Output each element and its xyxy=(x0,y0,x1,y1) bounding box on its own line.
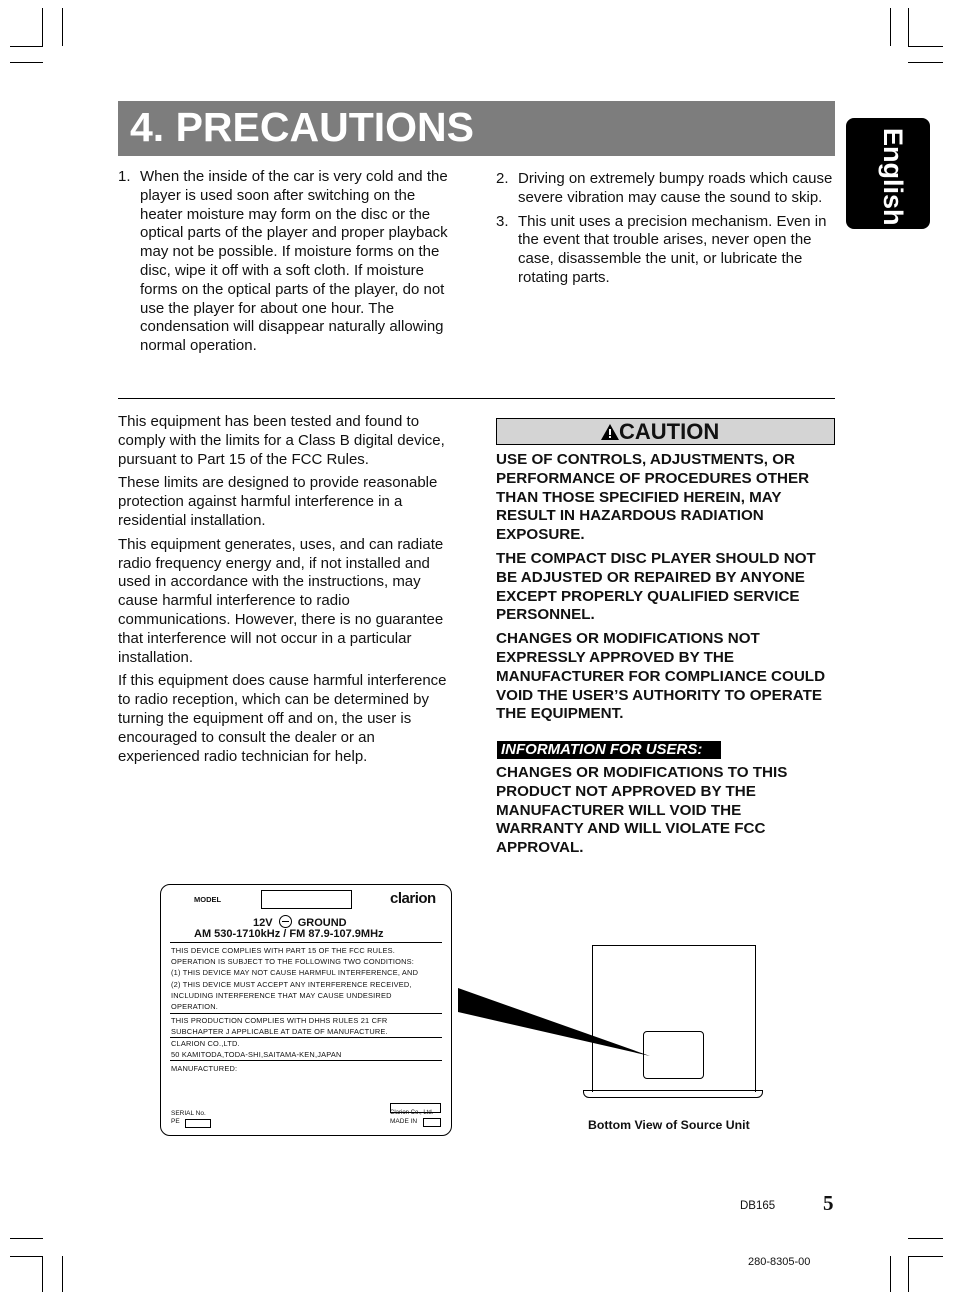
divider xyxy=(118,398,835,399)
crop-mark xyxy=(890,8,891,46)
language-tab xyxy=(846,118,930,229)
crop-mark xyxy=(908,1238,943,1239)
warning-icon xyxy=(601,424,619,440)
fcc-conditions xyxy=(171,945,441,1012)
caution-paragraph: USE OF CONTROLS, ADJUSTMENTS, OR PERFORMANCE OF PROCEDURES OTHER THAN THOSE SPECIFIED HEREIN, MAY RESULT IN HAZARDOUS RADIATION EXPOSURE. xyxy=(496,451,810,544)
crop-mark xyxy=(908,46,943,47)
item-number: 2. xyxy=(496,170,509,187)
precaution-list-right xyxy=(496,170,835,293)
serial-label: SERIAL No. xyxy=(171,1110,206,1117)
caution-text xyxy=(496,451,836,729)
fcc-paragraph: If this equipment does cause harmful interference to radio reception, which can be determined by turning the equipment off and on, the user is encouraged to consult the dealer or an experienced radio technician for help. xyxy=(118,672,447,765)
crop-mark xyxy=(42,1256,43,1292)
caution-paragraph: THE COMPACT DISC PLAYER SHOULD NOT BE ADJUSTED OR REPAIRED BY ANYONE EXCEPT PROPERLY QUALIFIED SERVICE PERSONNEL. xyxy=(496,549,816,624)
precaution-item xyxy=(118,168,460,356)
precaution-item xyxy=(496,213,835,288)
label-position-marker xyxy=(643,1031,704,1079)
label-address: 50 KAMITODA,TODA-SHI,SAITAMA-KEN,JAPAN xyxy=(171,1050,342,1060)
source-unit-base xyxy=(583,1090,763,1098)
pe-label: PE xyxy=(171,1118,180,1125)
crop-mark xyxy=(42,8,43,46)
label-line: OPERATION. xyxy=(171,1002,219,1012)
ground-symbol-icon xyxy=(279,915,292,928)
crop-mark xyxy=(10,1238,43,1239)
model-box xyxy=(261,890,352,909)
page-number: 5 xyxy=(823,1191,834,1215)
item-text: Driving on extremely bumpy roads which cause severe vibration may cause the sound to skip. xyxy=(518,170,833,206)
crop-mark xyxy=(10,46,43,47)
precaution-list-left xyxy=(118,168,460,361)
page-title: 4. PRECAUTIONS xyxy=(130,104,474,150)
company-info xyxy=(171,1038,441,1060)
section-title-bar xyxy=(118,101,835,156)
fcc-paragraph: These limits are designed to provide reasonable protection against harmful interference in a residential installation. xyxy=(118,474,438,529)
product-label xyxy=(160,884,452,1136)
fcc-notice xyxy=(118,413,460,771)
label-divider xyxy=(170,1060,442,1061)
label-divider xyxy=(170,942,442,943)
ground-label: GROUND xyxy=(297,917,347,929)
part-number: 280-8305-00 xyxy=(748,1256,811,1268)
crop-mark xyxy=(62,1256,63,1292)
label-line: THIS PRODUCTION COMPLIES WITH DHHS RULES 21 CFR xyxy=(171,1016,388,1025)
model-label: MODEL xyxy=(194,895,222,904)
brand-logo: clarion xyxy=(390,890,436,907)
band-line: AM 530-1710kHz / FM 87.9-107.9MHz xyxy=(194,928,384,940)
caution-heading-box xyxy=(496,418,835,445)
info-for-users-text xyxy=(496,764,816,863)
info-paragraph: CHANGES OR MODIFICATIONS TO THIS PRODUCT NOT APPROVED BY THE MANUFACTURER WILL VOID THE WARRANTY AND WILL VIOLATE FCC APPROVAL. xyxy=(496,764,788,857)
crop-mark xyxy=(62,8,63,46)
manufactured-label: MANUFACTURED: xyxy=(171,1064,238,1073)
label-line: INCLUDING INTERFERENCE THAT MAY CAUSE UNDESIRED xyxy=(171,990,392,1000)
crop-mark xyxy=(908,62,943,63)
item-number: 1. xyxy=(118,168,131,185)
pe-box xyxy=(185,1119,211,1128)
doc-code: DB165 xyxy=(740,1200,776,1212)
dhhs-notice xyxy=(171,1015,441,1037)
crop-mark xyxy=(908,1256,943,1257)
label-line: (1) THIS DEVICE MAY NOT CAUSE HARMFUL INTERFERENCE, AND xyxy=(171,968,419,978)
fcc-paragraph: This equipment generates, uses, and can radiate radio frequency energy and, if not installed and used in accordance with the instructions, may cause harmful interference to radio communications. However, there is no guarantee that interference will not occur in a particular installation. xyxy=(118,535,444,666)
language-tab-label: English xyxy=(878,128,908,226)
figure-caption: Bottom View of Source Unit xyxy=(588,1118,750,1132)
fcc-paragraph: This equipment has been tested and found to comply with the limits for a Class B digital device, pursuant to Part 15 of the FCC Rules. xyxy=(118,413,445,468)
label-line: THIS DEVICE COMPLIES WITH PART 15 OF THE FCC RULES. xyxy=(171,946,396,955)
crop-mark xyxy=(908,8,909,46)
label-line: (2) THIS DEVICE MUST ACCEPT ANY INTERFERENCE RECEIVED, xyxy=(171,979,412,989)
caution-heading: CAUTION xyxy=(619,419,720,444)
item-text: When the inside of the car is very cold and the player is used soon after switching on the heater moisture may form on the disc or the optical parts of the player and proper playback may not be possible. If moisture forms on the disc, wipe it off with a soft cloth. If moisture forms on the optical parts of the player, do not use the player for about one hour. The condensation will disappear naturally allowing normal operation. xyxy=(140,168,448,355)
label-line: OPERATION IS SUBJECT TO THE FOLLOWING TWO CONDITIONS: xyxy=(171,957,415,967)
label-company: CLARION CO.,LTD. xyxy=(171,1039,240,1048)
caution-paragraph: CHANGES OR MODIFICATIONS NOT EXPRESSLY APPROVED BY THE MANUFACTURER FOR COMPLIANCE COULD VOID THE USER’S AUTHORITY TO OPERATE THE EQUIPMENT. xyxy=(496,630,826,723)
crop-mark xyxy=(890,1256,891,1292)
made-in-label: MADE IN xyxy=(390,1118,418,1125)
crop-mark xyxy=(10,1256,43,1257)
power-line xyxy=(253,915,347,929)
crop-mark xyxy=(908,1256,909,1292)
item-text: This unit uses a precision mechanism. Even in the event that trouble arises, never open the case, disassemble the unit, or lubricate the rotating parts. xyxy=(518,212,827,286)
power-rating: 12V xyxy=(253,917,273,929)
item-number: 3. xyxy=(496,212,509,230)
precaution-item xyxy=(496,170,835,208)
label-divider xyxy=(170,1013,442,1014)
made-company: Clarion Co., Ltd. xyxy=(390,1110,434,1116)
crop-mark xyxy=(10,62,43,63)
made-in-box xyxy=(423,1118,441,1127)
info-for-users-label: INFORMATION FOR USERS: xyxy=(497,741,721,759)
label-line: SUBCHAPTER J APPLICABLE AT DATE OF MANUFACTURE. xyxy=(171,1027,388,1037)
